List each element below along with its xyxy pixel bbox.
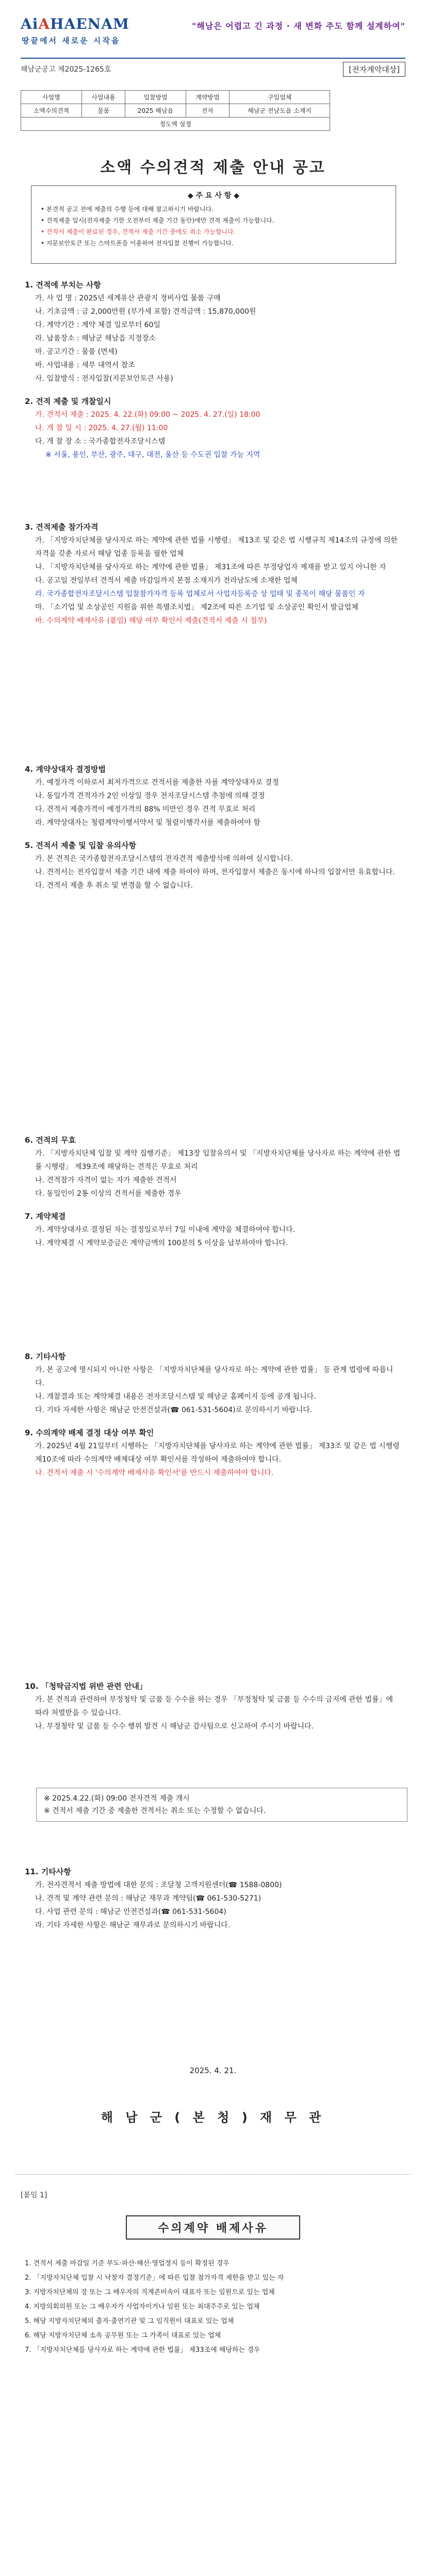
- body-section-4: [25, 762, 401, 892]
- section-item: 나. 견적서는 전자입찰서 제출 기간 내에 제출 하여야 하며, 전자입찰서 제출은 동시에 하나의 입찰서만 유효합니다.: [35, 868, 395, 876]
- section-item: 가. 2025년 4월 21일부터 시행하는 「지방자치단체를 당사자로 하는 계약에 관한 법률」 제33조 및 같은 법 시행령 제10조에 따라 수의계약 배제대상 여부 확인서를 작성하여 제출하여야 합니다.: [35, 1442, 400, 1464]
- body-section-11: [25, 1865, 401, 1932]
- summary-box: [31, 185, 396, 264]
- attachment-item: 4. 지방의회의원 또는 그 배우자가 사업자이거나 임원 또는 최대주주로 있는 업체: [25, 2303, 260, 2311]
- meta-cell: 전자: [186, 104, 230, 117]
- meta-table: [21, 90, 330, 131]
- logo-mark: A: [38, 15, 51, 32]
- meta-header-cell: 사업명: [21, 91, 82, 104]
- logo: [21, 15, 129, 32]
- section-item: 다. 사업 관련 문의 : 해남군 안전건설과(☎ 061-531-5604): [35, 1908, 226, 1916]
- body-section-1: [25, 278, 401, 462]
- section-item: 가. 「지방자치단체를 당사자로 하는 계약에 관한 법률 시행령」 제13조 및 같은 법 시행규칙 제14조의 규정에 의한 자격을 갖춘 자로서 해당 업종 등록을 필한 업체: [35, 536, 398, 558]
- section-item: 바. 수의계약 배제사유 (붙임) 해당 여부 확인서 제출(견적서 제출 시 첨부): [35, 617, 267, 625]
- logo-rest: HAENAM: [50, 15, 129, 32]
- attachment-item: 3. 지방자치단체의 장 또는 그 배우자의 직계존비속이 대표자 또는 임원으로 있는 업체: [25, 2289, 275, 2296]
- section-item: 나. 기초금액 : 금 2,000만원 (부가세 포함) 견적금액 : 15,870,000원: [35, 308, 256, 316]
- section-item: 다. 기타 자세한 사항은 해남군 안전건설과(☎ 061-531-5604)로 문의하시기 바랍니다.: [35, 1406, 313, 1414]
- attachment-title: 수의계약 배제사유: [126, 2215, 300, 2240]
- section-heading: 8. 기타사항: [25, 1352, 66, 1361]
- section-item: 가. 본 견적은 국가종합전자조달시스템의 전자견적 제출방식에 의하여 실시합니다.: [35, 855, 293, 863]
- section-item: 다. 개 찰 장 소 : 국가종합전자조달시스템: [35, 437, 166, 446]
- meta-cell: 물품: [81, 104, 125, 117]
- section-item: 나. 견적참가 자격이 없는 자가 제출한 견적서: [35, 1176, 177, 1184]
- section-item: 가. 본 견적과 관련하여 부정청탁 및 금품 등 수수를 하는 경우 「부정청탁 및 금품 등 수수의 금지에 관한 법률」에 따라 처벌받을 수 있습니다.: [35, 1696, 394, 1717]
- logo-main: Ai: [21, 15, 39, 32]
- body-section-8: [25, 1350, 401, 1480]
- section-heading: 4. 계약상대자 결정방법: [25, 765, 106, 774]
- body-section-10: [25, 1680, 401, 1733]
- header-divider: [21, 58, 405, 59]
- schedule-line: ※ 견적서 제출 기간 중 제출한 견적서는 취소 또는 수정할 수 없습니다.: [44, 1807, 266, 1815]
- section-item: 바. 사업내용 : 세부 내역서 참조: [35, 361, 135, 369]
- section-item: 나. 견적 및 계약 관련 문의 : 해남군 재무과 계약팀(☎ 061-530-5271): [35, 1894, 261, 1903]
- summary-line: • 본견적 공고 전에 제출의 수행 등에 대해 참고하시기 바랍니다.: [41, 206, 214, 213]
- section-item: 가. 사 업 명 : 2025년 세계유산 관광지 정비사업 물품 구매: [35, 294, 221, 302]
- section-item: 나. 「지방자치단체를 당사자로 하는 계약에 관한 법률」 제31조에 따른 부정당업자 제재를 받고 있지 아니한 자: [35, 563, 386, 571]
- schedule-box: [36, 1788, 407, 1822]
- section-item: 가. 견적서 제출 : 2025. 4. 22.(화) 09:00 ~ 2025. 4. 27.(일) 18:00: [35, 411, 260, 419]
- meta-cell: 정도액 설정: [21, 117, 330, 131]
- section-heading: 2. 견적 제출 및 개찰일시: [25, 397, 111, 406]
- meta-header-cell: 사업내용: [81, 91, 125, 104]
- signer: 해 남 군 ( 본 청 ) 재 무 관: [101, 2110, 325, 2125]
- section-item: 라. 계약상대자는 청렴계약이행서약서 및 청렴이행각서를 제출하여야 함: [35, 819, 260, 827]
- section-item: 가. 전자견적서 제출 방법에 대한 문의 : 조달청 고객지원센터(☎ 1588-0800): [35, 1881, 282, 1889]
- section-item: 다. 견적서 제출 후 취소 및 변경을 할 수 없습니다.: [35, 882, 193, 890]
- section-item: 다. 계약기간 : 계약 체결 일로부터 60일: [35, 321, 161, 329]
- attachment-item: 1. 견적서 제출 마감일 기준 부도·파산·해산·영업정지 등이 확정된 경우: [25, 2260, 230, 2267]
- section-heading: 9. 수의계약 배제 결정 대상 여부 확인: [25, 1428, 154, 1437]
- attachment-list: [25, 2257, 401, 2358]
- body-section-3: [25, 520, 401, 628]
- section-item: 라. 납품장소 : 해남군 해남읍 지정장소: [35, 334, 156, 343]
- section-item: 가. 계약상대자로 결정된 자는 결정일로부터 7일 이내에 계약을 체결하여야 합니다.: [35, 1226, 296, 1234]
- section-item: 가. 「지방자치단체 입찰 및 계약 집행기준」 제13장 입찰유의서 및 「지방자치단체를 당사자로 하는 계약에 관한 법률 시행령」 제39조에 해당하는 견적은 무효로 처리: [35, 1149, 401, 1171]
- meta-header-cell: 구입업체: [230, 91, 330, 104]
- logo-subtitle: 땅끝에서 새로운 시작을: [22, 36, 121, 45]
- attachment-item: 2. 「지방자치단체 입찰 시 낙찰자 결정기준」에 따른 입찰 참가자격 제한을 받고 있는 자: [25, 2274, 284, 2282]
- attachment-item: 5. 해당 지방자치단체의 출자·출연기관 및 그 임직원이 대표로 있는 업체: [25, 2317, 234, 2325]
- section-heading: 1. 견적에 부치는 사항: [25, 280, 101, 290]
- section-item: 나. 개 찰 일 시 : 2025. 4. 27.(월) 11:00: [35, 424, 168, 432]
- summary-heading: ◆ 주 요 사 항 ◆: [188, 192, 239, 200]
- section-item: 나. 개찰결과 또는 계약체결 내용은 전자조달시스템 및 해남군 홈페이지 등에 공개 됩니다.: [35, 1393, 316, 1401]
- schedule-line: ※ 2025.4.22.(화) 09:00 전자견적 제출 개시: [44, 1794, 190, 1803]
- section-item: 다. 동일인이 2통 이상의 견적서를 제출한 경우: [35, 1190, 182, 1198]
- section-heading: 11. 기타사항: [25, 1867, 71, 1876]
- section-heading: 5. 견적서 제출 및 입찰 유의사항: [25, 841, 137, 850]
- header: [21, 15, 405, 57]
- attachment-item: 7. 「지방자치단체를 당사자로 하는 계약에 관한 법률」 제33조에 해당하는 경우: [25, 2346, 260, 2354]
- notice-number: 해남군공고 제2025-1265호: [21, 65, 111, 74]
- meta-cell: 소액수의견적: [21, 104, 82, 117]
- meta-cell: 해남군 전남도읍 소재지: [230, 104, 330, 117]
- section-item: 나. 부정청탁 및 금품 등 수수 행위 발견 시 해남군 감사팀으로 신고하여 주시기 바랍니다.: [35, 1722, 314, 1731]
- attachment-item: 6. 해당 지방자치단체 소속 공무원 또는 그 가족이 대표로 있는 업체: [25, 2332, 221, 2340]
- section-item: 가. 본 공고에 명시되지 아니한 사항은 「지방자치단체를 당사자로 하는 계약에 관한 법률」 등 관계 법령에 따릅니다.: [35, 1366, 394, 1387]
- section-item: 마. 「소기업 및 소상공인 지원을 위한 특별조치법」 제2조에 따른 소기업 및 소상공인 확인서 발급업체: [35, 603, 358, 612]
- attachment-title-wrap: [0, 2215, 426, 2240]
- contract-tag: [전자계약대상]: [343, 62, 405, 77]
- section-item: 나. 견적서 제출 시 '수의계약 배제사유 확인서'를 반드시 제출하여야 합니다.: [35, 1469, 274, 1477]
- section-item: 라. 국가종합전자조달시스템 입찰참가자격 등록 업체로서 사업자등록증 상 업태 및 종목이 해당 물품인 자: [35, 590, 365, 598]
- section-item: 나. 동일가격 견적자가 2인 이상일 경우 전자조달시스템 추첨에 의해 결정: [35, 792, 265, 800]
- section-heading: 3. 견적제출 참가자격: [25, 522, 99, 532]
- attachment-label: [붙임 1]: [21, 2191, 47, 2199]
- section-heading: 6. 견적의 무효: [25, 1136, 76, 1145]
- meta-header-cell: 계약방법: [186, 91, 230, 104]
- body-section-6: [25, 1133, 401, 1250]
- meta-cell: 2025 해남읍: [125, 104, 186, 117]
- section-item: 가. 예정가격 이하로서 최저가격으로 견적서를 제출한 자를 계약상대자로 결정: [35, 778, 279, 787]
- notice-date: 2025. 4. 21.: [189, 2066, 237, 2075]
- summary-line: • 지문보안토큰 또는 스마트폰을 이용하여 전자입찰 진행이 가능합니다.: [41, 240, 234, 247]
- section-item: 다. 견적서 제출가격이 예정가격의 88% 미만인 경우 견적 무효로 처리: [35, 805, 256, 814]
- page-title: 소액 수의견적 제출 안내 공고: [100, 159, 326, 177]
- section-item: 사. 입찰방식 : 전자입찰(지문보안토큰 사용): [35, 375, 173, 383]
- section-heading: 10. 「청탁금지법 위반 관련 안내」: [25, 1682, 147, 1691]
- summary-line: • 견적서 제출이 완료된 경우, 견적서 제출 기간 중에도 취소 가능합니다.: [41, 228, 236, 235]
- slogan: "해남은 어렵고 긴 과정 · 새 변화 주도 함께 설계하여": [191, 21, 405, 31]
- summary-line: • 견적제출 일시(전자제출 기한 오전부터 제출 기간 동안)에만 견적 제출이 가능합니다.: [41, 217, 274, 224]
- meta-header-cell: 입찰방법: [125, 91, 186, 104]
- section-item: 나. 계약체결 시 계약보증금은 계약금액의 100분의 5 이상을 납부하여야 합니다.: [35, 1239, 288, 1247]
- section-heading: 7. 계약체결: [25, 1212, 66, 1221]
- section-item: 마. 공고기간 : 물품 (면세): [35, 348, 118, 356]
- section-item: 다. 공고일 전일부터 견적서 제출 마감일까지 본점 소재지가 전라남도에 소재한 업체: [35, 577, 298, 585]
- page-divider: [15, 2174, 411, 2175]
- section-item: ※ 서울, 용인, 부산, 광주, 대구, 대전, 울산 등 수도권 입찰 가능 지역: [45, 451, 260, 459]
- section-item: 라. 기타 자세한 사항은 해남군 재무과로 문의하시기 바랍니다.: [35, 1921, 231, 1929]
